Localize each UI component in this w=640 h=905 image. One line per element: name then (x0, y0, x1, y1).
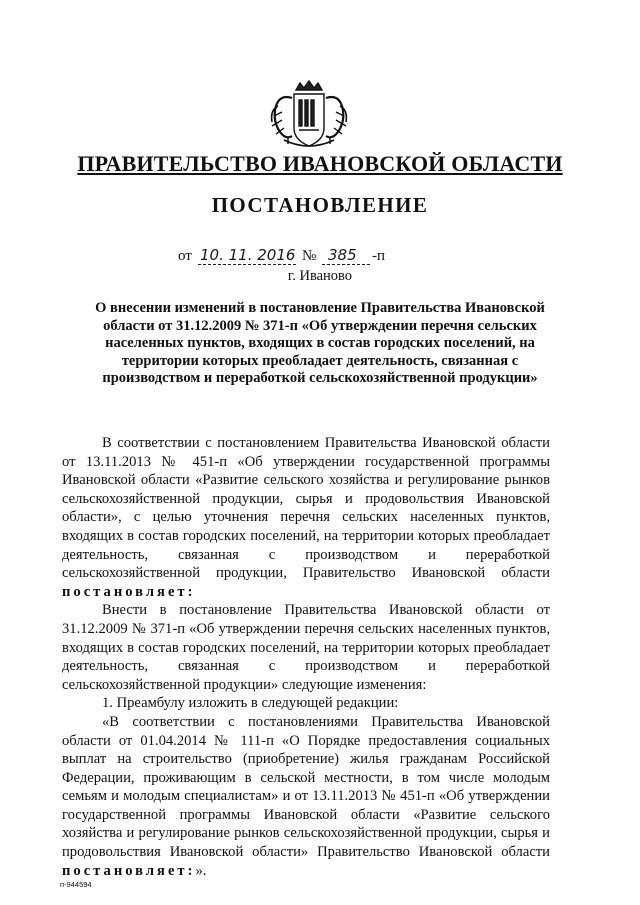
footer-document-code: п-944594 (60, 880, 92, 889)
document-number-line (178, 246, 478, 266)
coat-of-arms-icon (266, 80, 352, 152)
paragraph-text: «В соответствии с постановлениями Правительства Ивановской области от 01.04.2014 № 111-п «О Порядке предоставления социальных выплат на строительство (приобретение) жилья гражданам Российской Федерации, проживающим в сельской местности, в том числе молодым семьям и молодым специалистам» и от 13.11.2013 № 451-п «Об утверждении государственной программы Ивановской области «Развитие сельского хозяйства и регулирование рынков сельскохозяйственной продукции, сырья и продовольствия Ивановской области» Правительство Ивановской области (62, 713, 550, 861)
number-suffix: -п (372, 248, 386, 264)
date-underline (198, 264, 296, 265)
decree-word: постановляет: (62, 583, 196, 600)
city-name: г. Иваново (287, 268, 353, 284)
paragraph-new-preamble (62, 713, 550, 880)
handwritten-number: 385 (328, 246, 357, 264)
closing-quote: ». (195, 862, 207, 879)
paragraph-text: В соответствии с постановлением Правительства Ивановской области от 13.11.2013 № 451-п «Об утверждении государственной программы Ивановской области «Развитие сельского хозяйства и регулирование рынков сельскохозяйственной продукции, сырья и продовольствия Ивановской области», с целью уточнения перечня сельских населенных пунктов, входящих в состав городских поселений, на территории которых преобладает деятельность, связанная с производством и переработкой сельскохозяйственной продукции, Правительство Ивановской области (62, 435, 550, 582)
document-body (62, 434, 550, 880)
document-type: ПОСТАНОВЛЕНИЕ (211, 193, 429, 217)
date-prefix: от (178, 248, 192, 264)
number-sign: № (302, 248, 317, 264)
number-underline (322, 264, 370, 265)
government-title: ПРАВИТЕЛЬСТВО ИВАНОВСКОЙ ОБЛАСТИ (77, 151, 563, 176)
paragraph-amendments: Внести в постановление Правительства Ивановской области от 31.12.2009 № 371-п «Об утверждении перечня сельских населенных пунктов, входящих в состав городских поселений, на территории которых преобладает деятельность, связанная с производством и переработкой сельскохозяйственной продукции» следующие изменения: (62, 602, 550, 693)
resolution-heading: О внесении изменений в постановление Правительства Ивановской области от 31.12.2009 № 371-п «Об утверждении перечня сельских населенных пунктов, входящих в состав городских поселений, на территории которых преобладает деятельность, связанная с производством и переработкой сельскохозяйственной продукции» (95, 300, 545, 387)
decree-word: постановляет: (62, 862, 196, 879)
paragraph-item-1: 1. Преамбулу изложить в следующей редакции: (102, 695, 399, 712)
handwritten-date: 10. 11. 2016 (200, 246, 296, 264)
paragraph-preamble (62, 434, 550, 601)
